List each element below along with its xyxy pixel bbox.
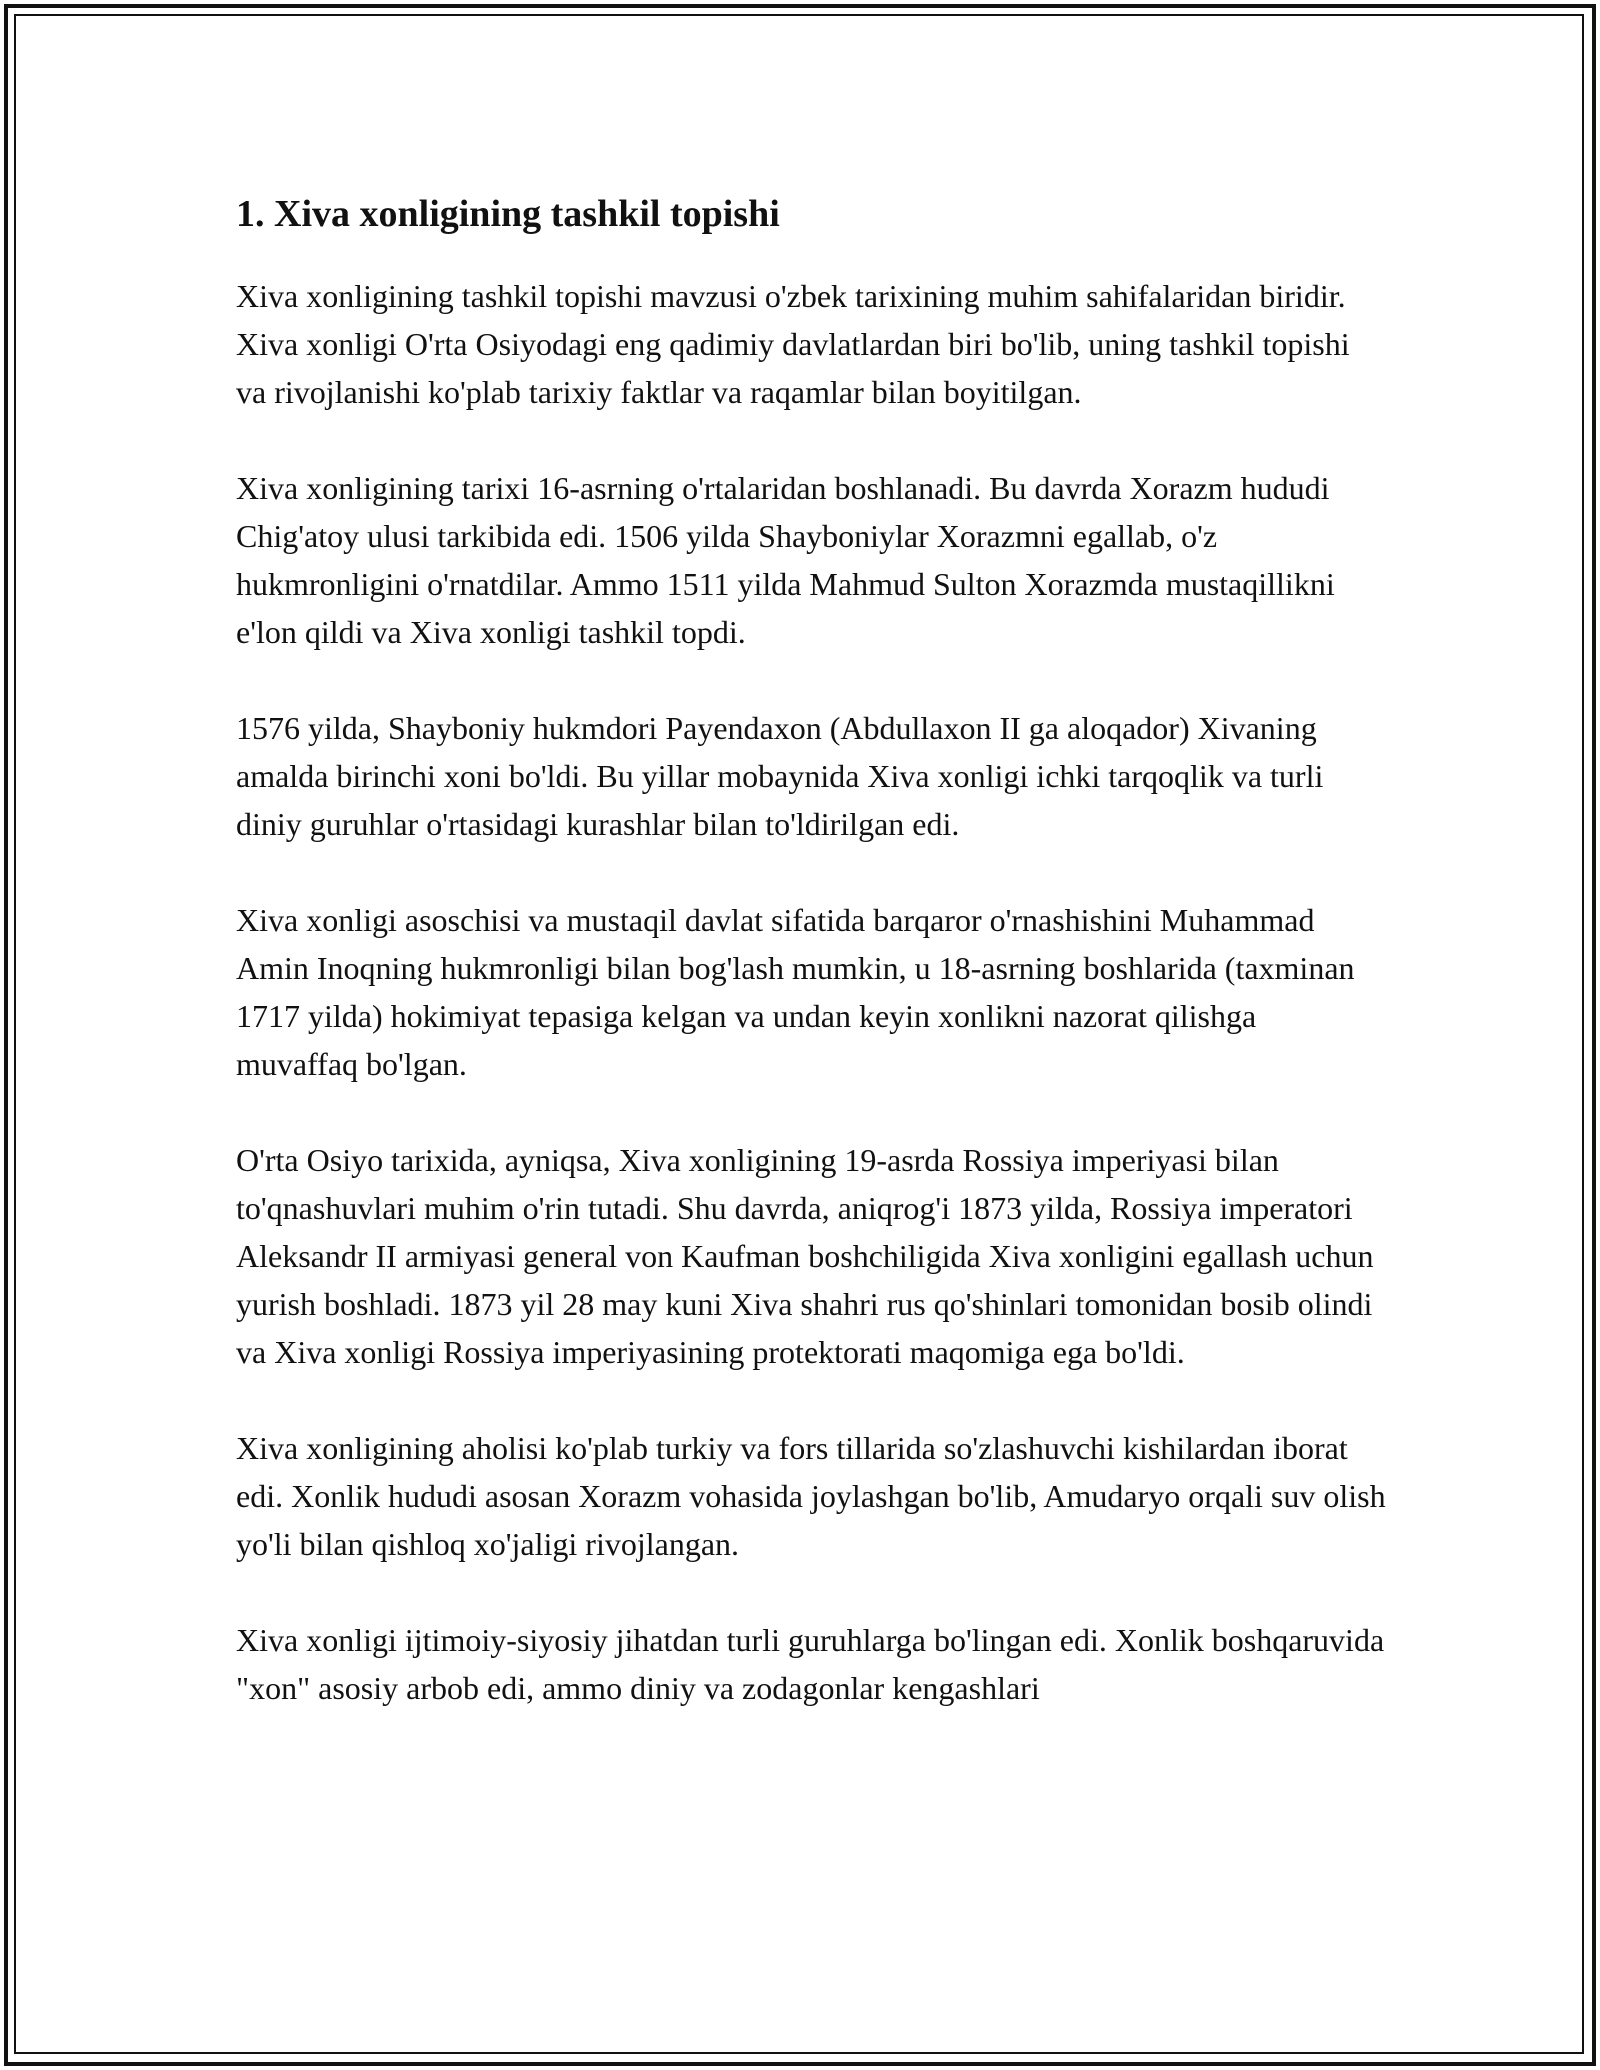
- page-title: 1. Xiva xonligining tashkil topishi: [236, 193, 780, 235]
- paragraph-2: Xiva xonligining tarixi 16-asrning o'rtalaridan boshlanadi. Bu davrda Xorazm hududi Chig'atoy ulusi tarkibida edi. 1506 yilda Shayboniylar Xorazmni egallab, o'z hukmronligini o'rnatdilar. Ammo 1511 yilda Mahmud Sulton Xorazmda mustaqillikni e'lon qildi va Xiva xonligi tashkil topdi.: [236, 470, 1335, 650]
- document-body: [236, 186, 1386, 1712]
- paragraph-6: Xiva xonligining aholisi ko'plab turkiy va fors tillarida so'zlashuvchi kishilardan iborat edi. Xonlik hududi asosan Xorazm vohasida joylashgan bo'lib, Amudaryo orqali suv olish yo'li bilan qishloq xo'jaligi rivojlangan.: [236, 1430, 1386, 1562]
- paragraph-3: 1576 yilda, Shayboniy hukmdori Payendaxon (Abdullaxon II ga aloqador) Xivaning amalda birinchi xoni bo'ldi. Bu yillar mobaynida Xiva xonligi ichki tarqoqlik va turli diniy guruhlar o'rtasidagi kurashlar bilan to'ldirilgan edi.: [236, 710, 1324, 842]
- paragraph-4: Xiva xonligi asoschisi va mustaqil davlat sifatida barqaror o'rnashishini Muhammad Amin Inoqning hukmronligi bilan bog'lash mumkin, u 18-asrning boshlarida (taxminan 1717 yilda) hokimiyat tepasiga kelgan va undan keyin xonlikni nazorat qilishga muvaffaq bo'lgan.: [236, 902, 1355, 1082]
- paragraph-1: Xiva xonligining tashkil topishi mavzusi o'zbek tarixining muhim sahifalaridan biridir. Xiva xonligi O'rta Osiyodagi eng qadimiy davlatlardan biri bo'lib, uning tashkil topishi va rivojlanishi ko'plab tarixiy faktlar va raqamlar bilan boyitilgan.: [236, 278, 1350, 410]
- paragraph-5: O'rta Osiyo tarixida, ayniqsa, Xiva xonligining 19-asrda Rossiya imperiyasi bilan to'qnashuvlari muhim o'rin tutadi. Shu davrda, aniqrog'i 1873 yilda, Rossiya imperatori Aleksandr II armiyasi general von Kaufman boshchiligida Xiva xonligini egallash uchun yurish boshladi. 1873 yil 28 may kuni Xiva shahri rus qo'shinlari tomonidan bosib olindi va Xiva xonligi Rossiya imperiyasining protektorati maqomiga ega bo'ldi.: [236, 1142, 1374, 1370]
- paragraph-7: Xiva xonligi ijtimoiy-siyosiy jihatdan turli guruhlarga bo'lingan edi. Xonlik boshqaruvida "xon" asosiy arbob edi, ammo diniy va zodagonlar kengashlari: [236, 1622, 1385, 1706]
